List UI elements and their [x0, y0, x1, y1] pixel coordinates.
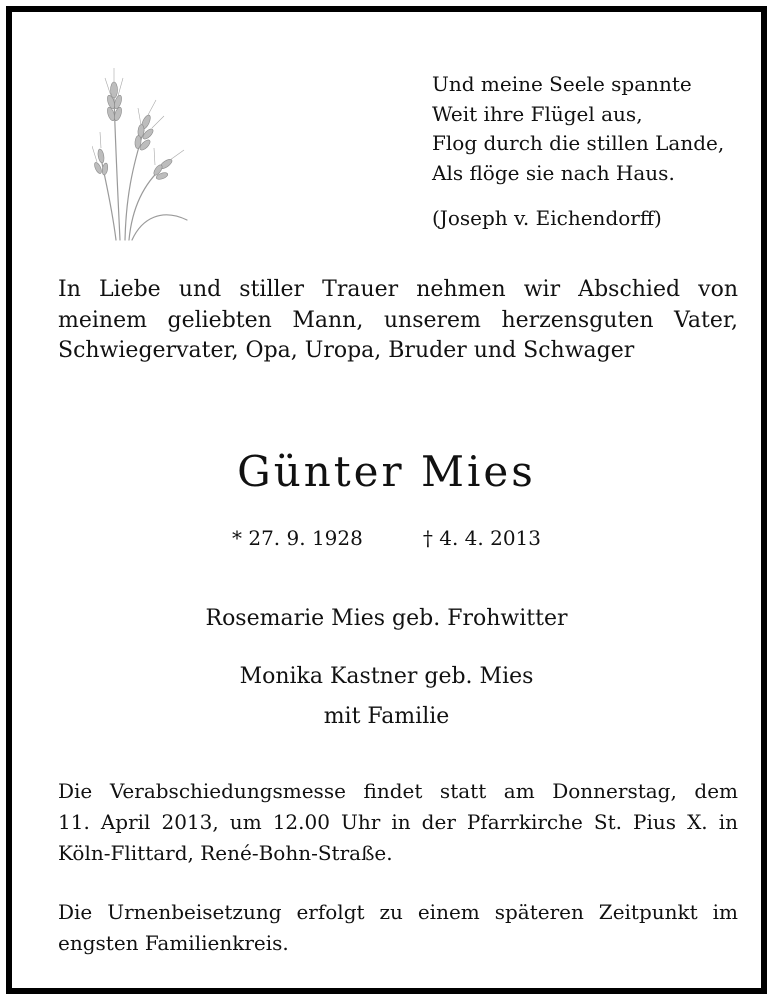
birth-date: * 27. 9. 1928: [232, 526, 363, 550]
family-member: Rosemarie Mies geb. Frohwitter: [205, 606, 568, 631]
intro-text: [58, 275, 738, 367]
family-note: mit Familie: [323, 704, 450, 729]
obituary-frame: [6, 6, 767, 994]
poem-line: Flog durch die stillen Lande,: [432, 131, 725, 155]
poem: [432, 70, 752, 234]
family-member: Monika Kastner geb. Mies: [239, 664, 534, 689]
intro-line: meinem geliebten Mann, unserem herzensguten Vater,: [58, 307, 738, 333]
poem-line: Und meine Seele spannte: [432, 72, 692, 96]
burial-line: engsten Familienkreis.: [58, 931, 289, 955]
deceased-name: Günter Mies: [237, 447, 536, 496]
burial-line: Die Urnenbeisetzung erfolgt zu einem späteren Zeitpunkt im: [58, 900, 738, 924]
life-dates: [12, 526, 761, 550]
wheat-icon: [92, 68, 192, 243]
service-info: [58, 776, 738, 869]
service-line: Köln-Flittard, René-Bohn-Straße.: [58, 841, 393, 865]
service-line: 11. April 2013, um 12.00 Uhr in der Pfarrkirche St. Pius X. in: [58, 810, 738, 834]
service-line: Die Verabschiedungsmesse findet statt am Donnerstag, dem: [58, 779, 738, 803]
burial-info: [58, 897, 738, 959]
poem-line: Als flöge sie nach Haus.: [432, 160, 675, 185]
poem-author: (Joseph v. Eichendorff): [432, 206, 662, 230]
intro-line: In Liebe und stiller Trauer nehmen wir Abschied von: [58, 277, 738, 302]
death-date: † 4. 4. 2013: [422, 526, 541, 550]
poem-line: Weit ihre Flügel aus,: [432, 101, 643, 126]
intro-line: Schwiegervater, Opa, Uropa, Bruder und Schwager: [58, 338, 635, 363]
